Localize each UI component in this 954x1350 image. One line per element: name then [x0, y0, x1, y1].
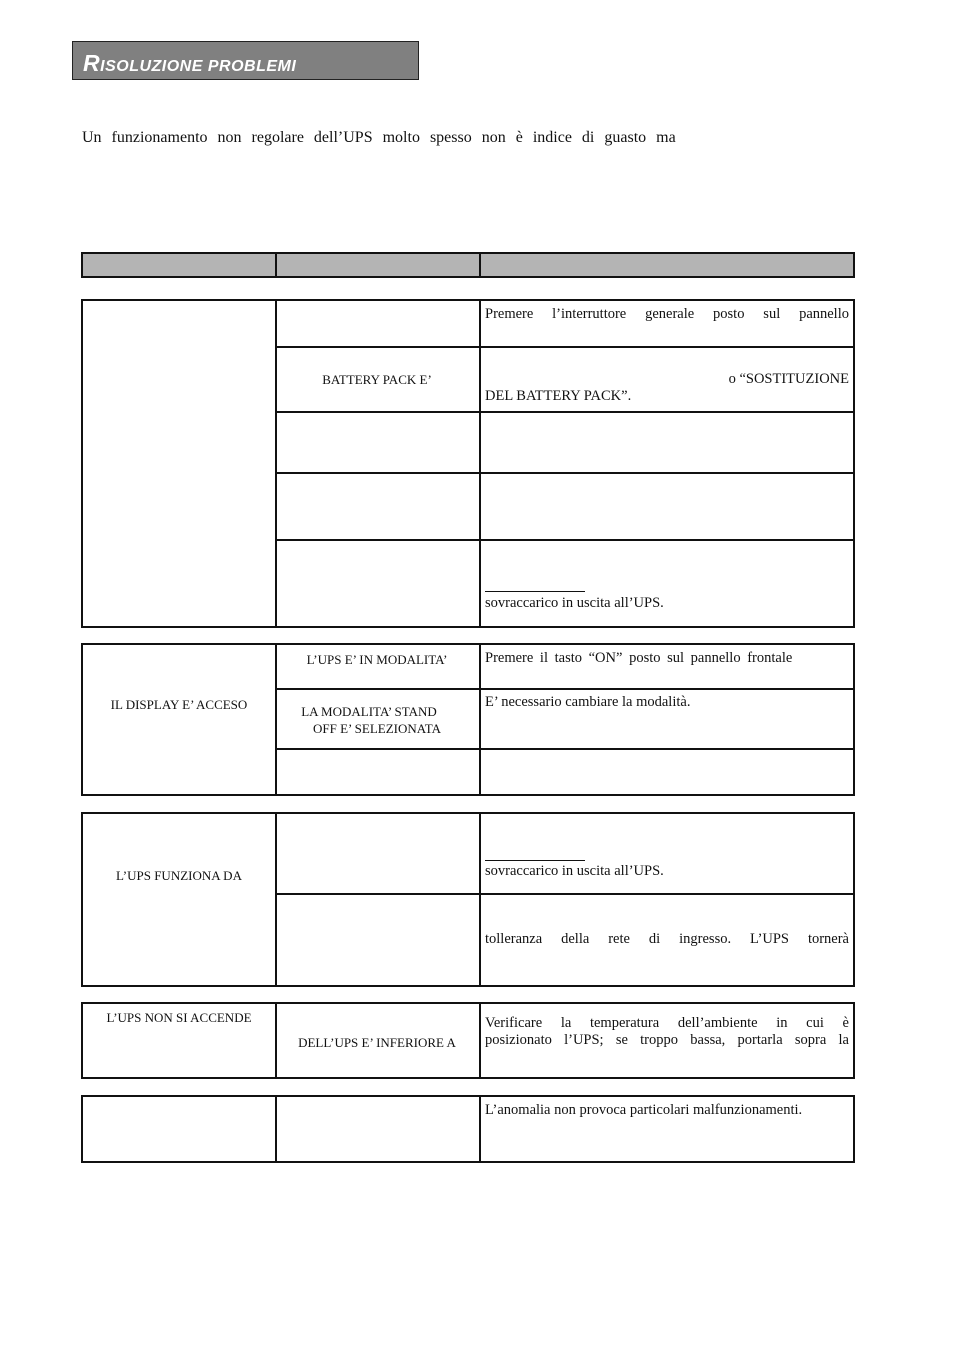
- section-title: RISOLUZIONE PROBLEMI: [83, 50, 297, 76]
- table1-r1-solution: Premere l’interruttore generale posto sul pannello: [485, 306, 849, 322]
- table2-r1-cause: L’UPS E’ IN MODALITA’: [306, 652, 448, 667]
- table2-r2-cause: LA MODALITA’ STAND OFF E’ SELEZIONATA: [301, 704, 441, 736]
- table1-r5-solution: sovraccarico in uscita all’UPS.: [485, 595, 664, 611]
- table2-r1-solution: Premere il tasto “ON” posto sul pannello frontale: [485, 650, 793, 666]
- table3-r2-solution: tolleranza della rete di ingresso. L’UPS tornerà: [485, 931, 849, 947]
- table-3: [81, 812, 855, 987]
- table1-r2-solution: o “SOSTITUZIONE DEL BATTERY PACK”.: [485, 371, 849, 404]
- table-header: [81, 252, 855, 278]
- table5-solution: L’anomalia non provoca particolari malfunzionamenti.: [485, 1102, 803, 1118]
- section-title-box: [72, 41, 419, 80]
- table-4: [81, 1002, 855, 1079]
- intro-paragraph: Un funzionamento non regolare dell’UPS molto spesso non è indice di guasto ma: [82, 129, 676, 146]
- table1-r2-cause: BATTERY PACK E’: [322, 372, 432, 387]
- table1-r5-underline: [485, 591, 585, 592]
- table4-solution: Verificare la temperatura dell’ambiente in cui è posizionato l’UPS; se troppo bassa, portarla sopra la: [485, 1015, 849, 1048]
- table-5: [81, 1095, 855, 1163]
- table3-r1-underline: [485, 860, 585, 861]
- table4-problem: L’UPS NON SI ACCENDE: [106, 1010, 252, 1025]
- table2-problem: IL DISPLAY E’ ACCESO: [110, 697, 248, 712]
- table3-r1-solution: sovraccarico in uscita all’UPS.: [485, 863, 664, 879]
- table4-cause: DELL’UPS E’ INFERIORE A: [298, 1035, 456, 1050]
- table3-problem: L’UPS FUNZIONA DA: [116, 868, 242, 883]
- table-2: [81, 643, 855, 796]
- table-1: [81, 299, 855, 628]
- table2-r2-solution: E’ necessario cambiare la modalità.: [485, 694, 691, 710]
